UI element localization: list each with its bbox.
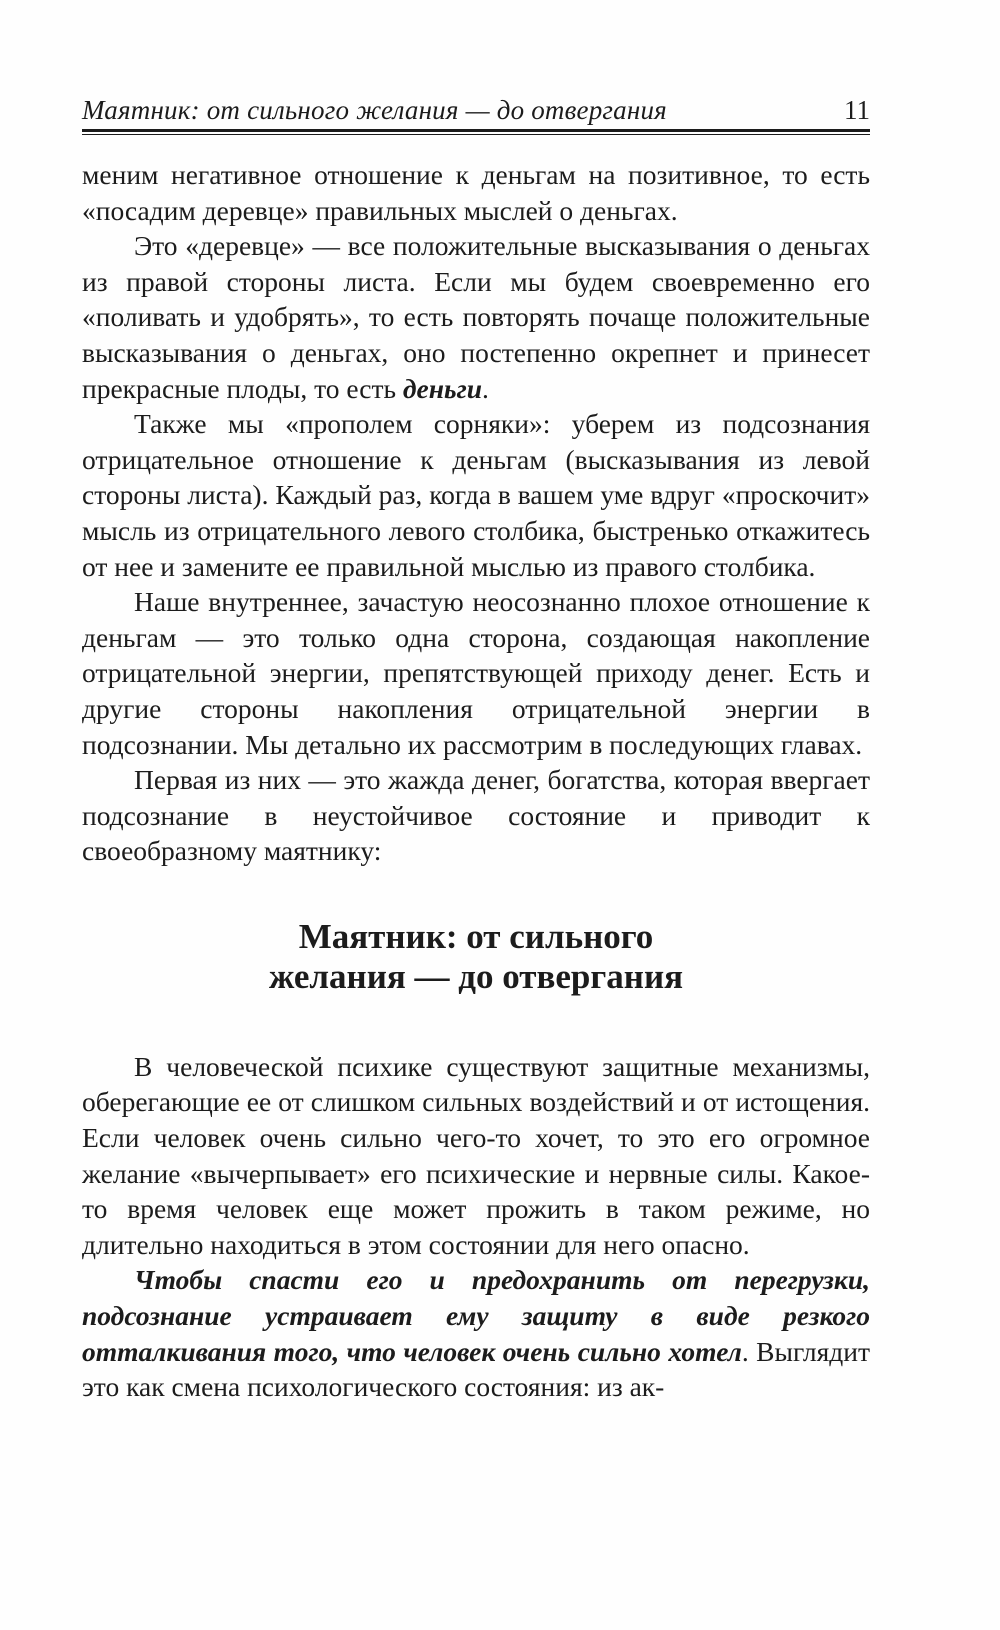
section-paragraph-1: В человеческой психике существуют защитные механизмы, оберегающие ее от слишком сильных воздействий и от истощения. Если человек очень сильно чего-то хочет, то это его огромное желание «вычерпывает» его психические и нервные силы. Какое-то время человек еще может прожить в таком режиме, но длительно находиться в этом состоянии для него опасно. bbox=[82, 1050, 870, 1260]
page-number: 11 bbox=[844, 95, 870, 125]
emphasis-subconscious-protection: Чтобы спасти его и предохранить от перегрузки, подсознание устраивает ему защиту в виде резкого отталкивания того, что человек очень сильно хотел bbox=[82, 1264, 870, 1367]
section-heading bbox=[82, 917, 870, 997]
page-header bbox=[82, 94, 870, 134]
running-title: Маятник: от сильного желания — до отвергания bbox=[82, 95, 667, 125]
paragraph-1: меним негативное отношение к деньгам на позитивное, то есть «посадим деревце» правильных мыслей о деньгах. bbox=[82, 159, 870, 226]
section-heading-line-2: желания — до отвергания bbox=[268, 956, 684, 996]
paragraph-4: Наше внутреннее, зачастую неосознанно плохое отношение к деньгам — это только одна сторона, создающая накопление отрицательной энергии, препятствующей приходу денег. Есть и другие стороны накопления отрицательной энергии в подсознании. Мы детально их рассмотрим в последующих главах. bbox=[82, 586, 870, 760]
paragraph-3: Также мы «прополем сорняки»: уберем из подсознания отрицательное отношение к деньгам (высказывания из левой стороны листа). Каждый раз, когда в вашем уме вдруг «проскочит» мысль из отрицательного левого столбика, быстренько откажитесь от нее и замените ее правильной мыслью из правого столбика. bbox=[82, 408, 870, 582]
header-rule-thin bbox=[82, 134, 870, 135]
emphasis-money: деньги bbox=[402, 372, 483, 404]
paragraph-5: Первая из них — это жажда денег, богатства, которая ввергает подсознание в неустойчивое состояние и приводит к своеобразному маятнику: bbox=[82, 764, 870, 867]
paragraph-2: Это «деревце» — все положительные высказывания о деньгах из правой стороны листа. Если мы будем своевременно его «поливать и удобрять», то есть повторять почаще положительные высказывания о деньгах, оно постепенно окрепнет и принесет прекрасные плоды, то есть деньги. bbox=[82, 230, 870, 404]
section-paragraph-2: Чтобы спасти его и предохранить от перегрузки, подсознание устраивает ему защиту в виде резкого отталкивания того, что человек очень сильно хотел. Выглядит это как смена психологического состояния: из ак- bbox=[82, 1264, 870, 1403]
body-text bbox=[82, 157, 870, 1405]
header-rule-thick bbox=[82, 129, 870, 132]
section-heading-line-1: Маятник: от сильного bbox=[298, 916, 654, 956]
